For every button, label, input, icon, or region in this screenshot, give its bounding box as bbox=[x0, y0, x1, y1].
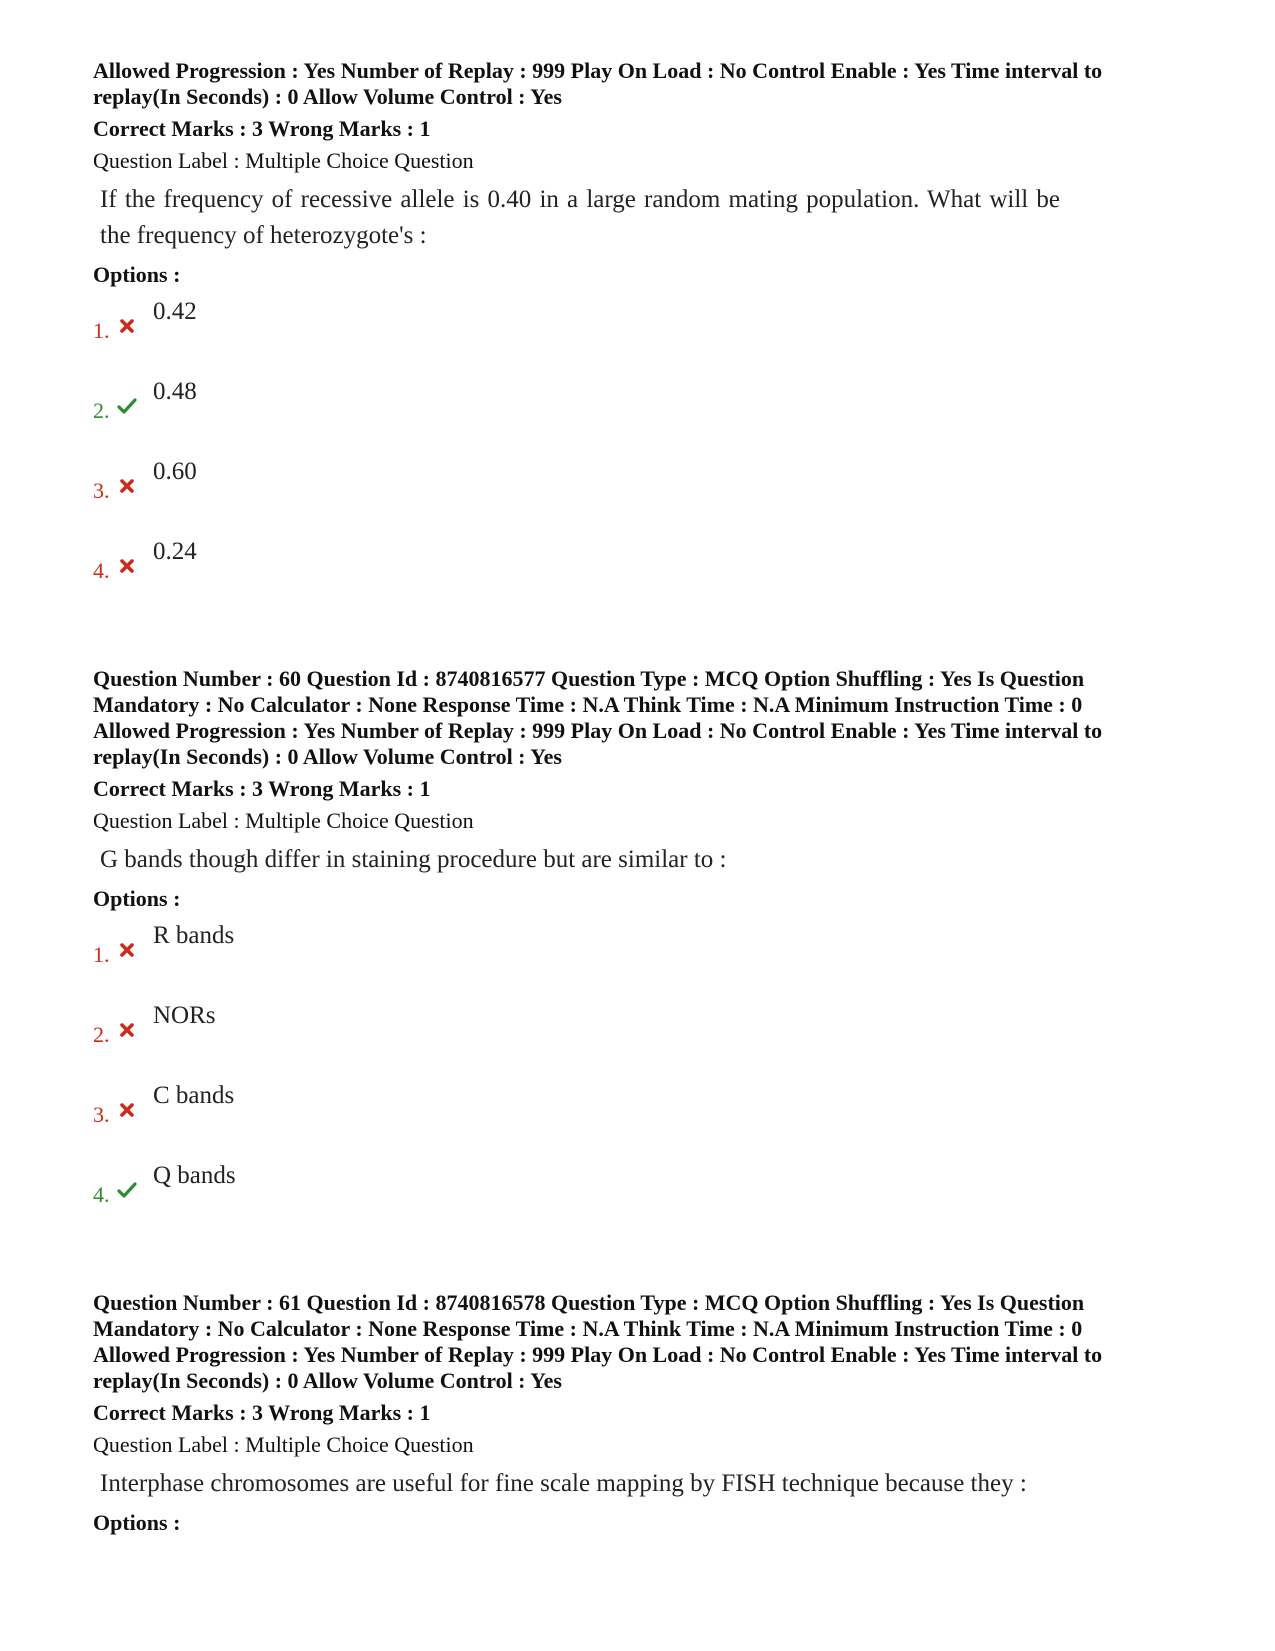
question-label: Question Label : Multiple Choice Question bbox=[93, 808, 474, 833]
option-item bbox=[93, 288, 1193, 368]
question-label: Question Label : Multiple Choice Question bbox=[93, 148, 474, 173]
marks-line: Correct Marks : 3 Wrong Marks : 1 bbox=[93, 776, 431, 801]
meta-line: Question Number : 60 Question Id : 8740816577 Question Type : MCQ Option Shuffling : Yes Is Question bbox=[93, 666, 1085, 691]
question-61-block bbox=[93, 1290, 1193, 1536]
option-item bbox=[93, 1072, 1193, 1152]
question-text: G bands though differ in staining procedure but are similar to : bbox=[100, 846, 727, 873]
correct-check-icon bbox=[117, 396, 137, 416]
option-number: 2. bbox=[93, 1022, 110, 1047]
option-value: 0.24 bbox=[153, 538, 197, 565]
wrong-cross-icon bbox=[117, 1100, 137, 1120]
meta-line: Allowed Progression : Yes Number of Replay : 999 Play On Load : No Control Enable : Yes Time interval to bbox=[93, 58, 1103, 83]
meta-line: replay(In Seconds) : 0 Allow Volume Control : Yes bbox=[93, 84, 562, 109]
option-number: 4. bbox=[93, 558, 110, 583]
options-heading: Options : bbox=[93, 1510, 181, 1535]
marks-line: Correct Marks : 3 Wrong Marks : 1 bbox=[93, 1400, 431, 1425]
question-59-block bbox=[93, 58, 1193, 608]
meta-line: Mandatory : No Calculator : None Response Time : N.A Think Time : N.A Minimum Instruction Time : 0 bbox=[93, 692, 1083, 717]
question-text: Interphase chromosomes are useful for fine scale mapping by FISH technique because they : bbox=[100, 1470, 1027, 1497]
option-item bbox=[93, 528, 1193, 608]
wrong-cross-icon bbox=[117, 316, 137, 336]
option-number: 4. bbox=[93, 1182, 110, 1207]
option-number: 1. bbox=[93, 318, 110, 343]
option-number: 2. bbox=[93, 398, 110, 423]
meta-line: Question Number : 61 Question Id : 8740816578 Question Type : MCQ Option Shuffling : Yes Is Question bbox=[93, 1290, 1085, 1315]
meta-line: Allowed Progression : Yes Number of Replay : 999 Play On Load : No Control Enable : Yes Time interval to bbox=[93, 1342, 1103, 1367]
options-heading: Options : bbox=[93, 262, 181, 287]
option-value: C bands bbox=[153, 1082, 235, 1109]
option-number: 3. bbox=[93, 1102, 110, 1127]
option-value: 0.60 bbox=[153, 458, 197, 485]
option-item bbox=[93, 992, 1193, 1072]
option-item bbox=[93, 448, 1193, 528]
option-value: 0.48 bbox=[153, 378, 197, 405]
option-number: 1. bbox=[93, 942, 110, 967]
wrong-cross-icon bbox=[117, 556, 137, 576]
question-text: If the frequency of recessive allele is 0.40 in a large random mating population. What will be the frequency of heterozygote's : bbox=[100, 186, 1060, 249]
question-60-block bbox=[93, 666, 1193, 1232]
wrong-cross-icon bbox=[117, 940, 137, 960]
wrong-cross-icon bbox=[117, 476, 137, 496]
options-list bbox=[93, 288, 1193, 608]
options-heading: Options : bbox=[93, 886, 181, 911]
option-value: R bands bbox=[153, 922, 235, 949]
option-value: NORs bbox=[153, 1002, 216, 1029]
meta-line: replay(In Seconds) : 0 Allow Volume Control : Yes bbox=[93, 1368, 562, 1393]
option-value: 0.42 bbox=[153, 298, 197, 325]
meta-line: Mandatory : No Calculator : None Response Time : N.A Think Time : N.A Minimum Instruction Time : 0 bbox=[93, 1316, 1083, 1341]
question-label: Question Label : Multiple Choice Question bbox=[93, 1432, 474, 1457]
options-list bbox=[93, 912, 1193, 1232]
option-number: 3. bbox=[93, 478, 110, 503]
meta-line: replay(In Seconds) : 0 Allow Volume Control : Yes bbox=[93, 744, 562, 769]
document-page bbox=[93, 58, 1193, 1536]
correct-check-icon bbox=[117, 1180, 137, 1200]
wrong-cross-icon bbox=[117, 1020, 137, 1040]
marks-line: Correct Marks : 3 Wrong Marks : 1 bbox=[93, 116, 431, 141]
option-item bbox=[93, 368, 1193, 448]
meta-line: Allowed Progression : Yes Number of Replay : 999 Play On Load : No Control Enable : Yes Time interval to bbox=[93, 718, 1103, 743]
option-value: Q bands bbox=[153, 1162, 236, 1189]
option-item bbox=[93, 1152, 1193, 1232]
option-item bbox=[93, 912, 1193, 992]
